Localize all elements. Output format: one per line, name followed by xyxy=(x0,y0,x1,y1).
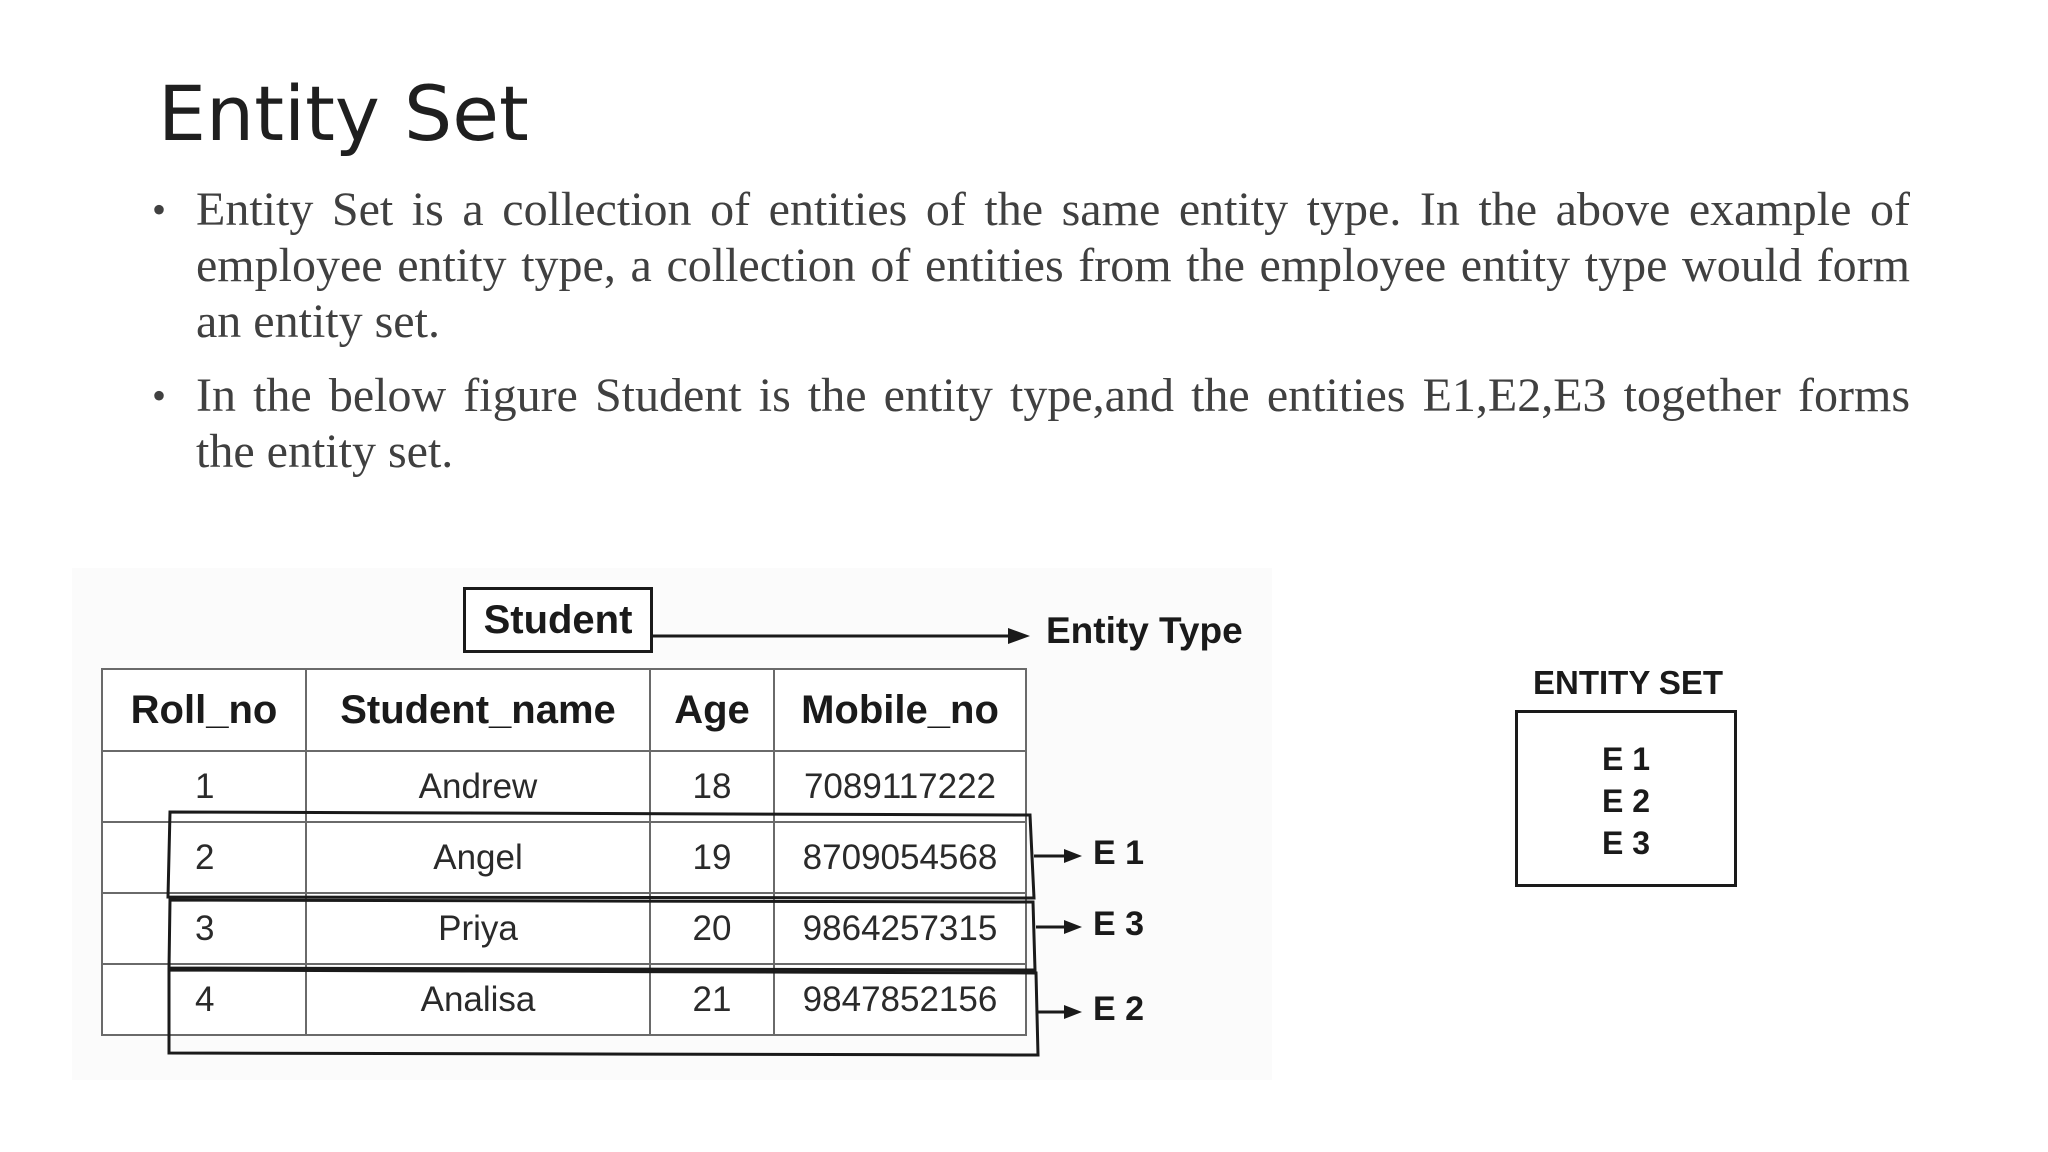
bullet-text: Entity Set is a collection of entities of the same entity type. In the above example of employee entity type, a collection of entities from the employee entity type would form an entity set. xyxy=(196,183,1910,348)
entity-set-item: E 1 xyxy=(1602,741,1651,777)
row-marker-arrows xyxy=(1034,849,1082,1019)
entity-type-label: Entity Type xyxy=(1046,610,1243,651)
entity-name: Student xyxy=(483,597,633,642)
row-marker-label: E 3 xyxy=(1093,905,1145,943)
column-header: Mobile_no xyxy=(774,669,1026,751)
entity-set-box xyxy=(1515,710,1737,887)
entity-set-item: E 3 xyxy=(1602,825,1651,861)
column-header: Student_name xyxy=(306,669,650,751)
table-cell: 18 xyxy=(650,751,774,822)
entity-set-item: E 2 xyxy=(1602,783,1651,819)
table-cell: 19 xyxy=(650,822,774,893)
table-cell: 7089117222 xyxy=(774,751,1026,822)
row-marker-label: E 2 xyxy=(1093,990,1145,1028)
table-cell: 1 xyxy=(102,751,306,822)
table-cell: 21 xyxy=(650,964,774,1035)
row-outline-brackets xyxy=(168,812,1038,1055)
slide-title: Entity Set xyxy=(158,69,529,158)
table-cell: 20 xyxy=(650,893,774,964)
row-marker-label: E 1 xyxy=(1093,834,1145,872)
bullet-dot-icon: • xyxy=(152,373,167,418)
table-cell: 4 xyxy=(102,964,306,1035)
bullet-text: In the below figure Student is the entity type,and the entities E1,E2,E3 together forms the entity set. xyxy=(196,369,1910,478)
column-header: Roll_no xyxy=(102,669,306,751)
table-cell: 9864257315 xyxy=(774,893,1026,964)
table-cell: Priya xyxy=(306,893,650,964)
table-cell: 3 xyxy=(102,893,306,964)
entity-type-arrow xyxy=(653,628,1030,644)
table-cell: 8709054568 xyxy=(774,822,1026,893)
table-cell: Andrew xyxy=(306,751,650,822)
table-cell: Angel xyxy=(306,822,650,893)
entity-set-title: ENTITY SET xyxy=(1533,664,1724,701)
column-header: Age xyxy=(650,669,774,751)
table-cell: 2 xyxy=(102,822,306,893)
table-cell: Analisa xyxy=(306,964,650,1035)
table-cell: 9847852156 xyxy=(774,964,1026,1035)
bullet-dot-icon: • xyxy=(152,187,167,232)
